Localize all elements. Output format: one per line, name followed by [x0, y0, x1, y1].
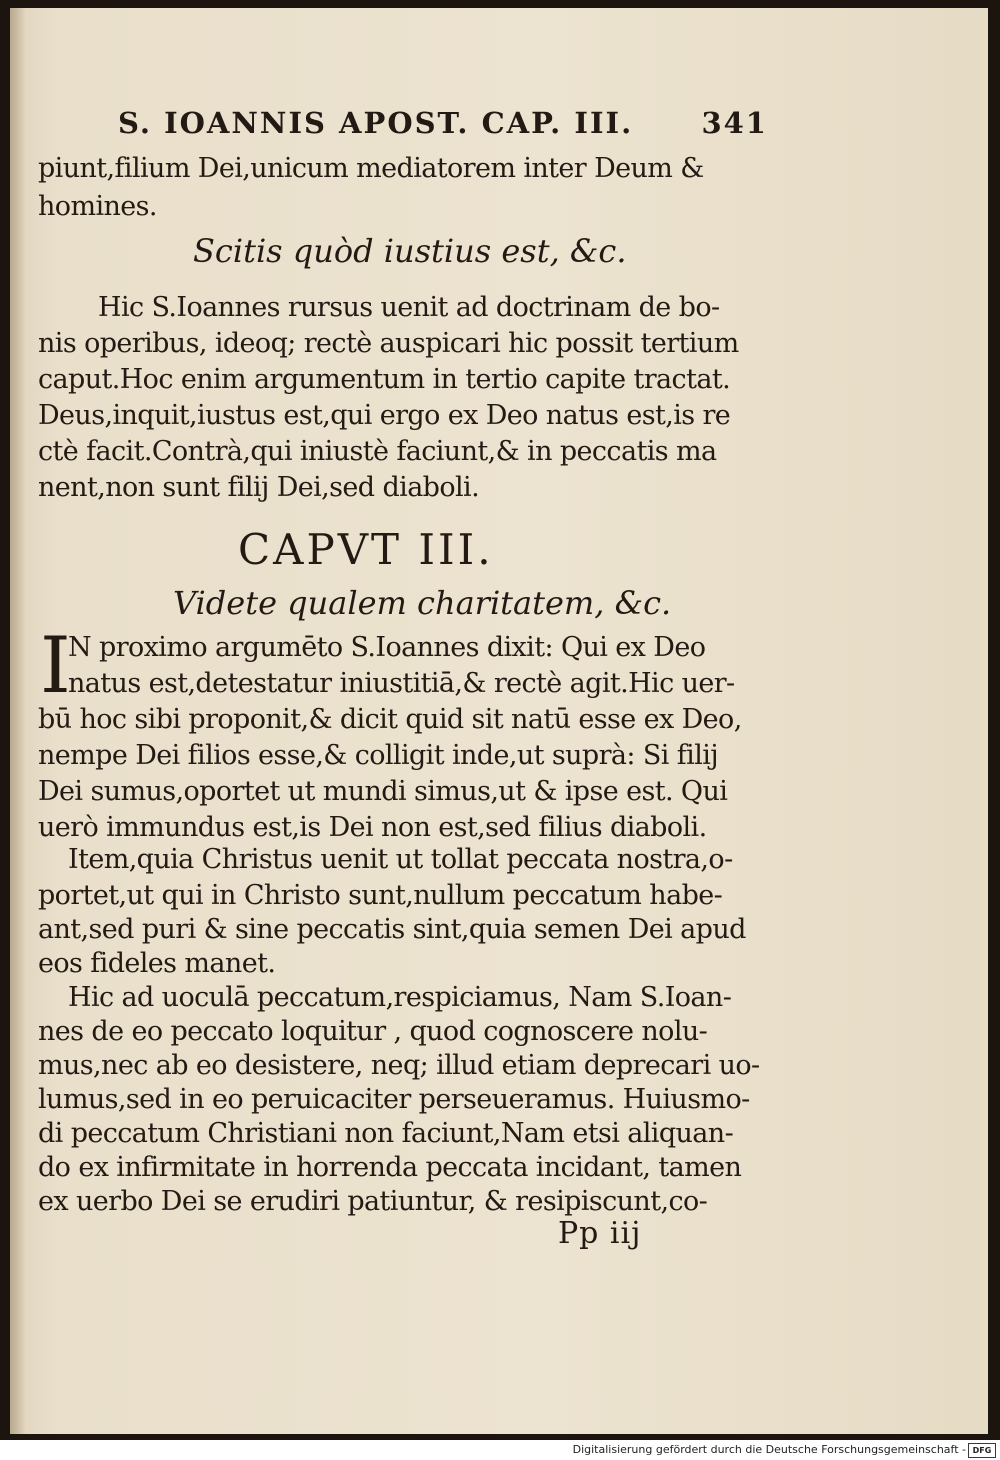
text-line: Deus,inquit,iustus est,qui ergo ex Deo natus est,is re: [38, 400, 731, 431]
drop-cap: I: [40, 621, 71, 711]
text-line: ctè facit.Contrà,qui iniustè faciunt,& in peccatis ma: [38, 436, 717, 467]
running-head-title: S. IOANNIS APOST. CAP. III.: [118, 106, 634, 140]
text-line: do ex infirmitate in horrenda peccata incidant, tamen: [38, 1152, 742, 1183]
chapter-title: CAPVT III.: [238, 525, 494, 574]
text-line: caput.Hoc enim argumentum in tertio capite tractat.: [38, 364, 731, 395]
text-line: Hic ad uoculā peccatum,respiciamus, Nam S.Ioan-: [68, 982, 732, 1013]
text-line: Hic S.Ioannes rursus uenit ad doctrinam de bo-: [98, 292, 720, 323]
text-line: bū hoc sibi proponit,& dicit quid sit natū esse ex Deo,: [38, 704, 742, 735]
dfg-logo-icon: DFG: [968, 1443, 996, 1458]
folio-number: 341: [701, 106, 768, 140]
text-line: uerò immundus est,is Dei non est,sed filius diaboli.: [38, 812, 707, 843]
text-line: nempe Dei filios esse,& colligit inde,ut suprà: Si filij: [38, 740, 719, 771]
signature-mark: Pp iij: [558, 1216, 642, 1251]
lemma-heading: Videte qualem charitatem, &c.: [173, 584, 672, 622]
text-line: eos fideles manet.: [38, 948, 276, 979]
text-line: piunt,filium Dei,unicum mediatorem inter Deum &: [38, 153, 704, 184]
text-line: homines.: [38, 191, 157, 222]
text-line: ex uerbo Dei se erudiri patiuntur, & resipiscunt,co-: [38, 1186, 708, 1217]
lemma-heading: Scitis quòd iustius est, &c.: [193, 232, 627, 270]
text-line: Item,quia Christus uenit ut tollat peccata nostra,o-: [68, 844, 733, 875]
book-page: [10, 8, 988, 1434]
running-head: [118, 106, 768, 140]
text-line: lumus,sed in eo peruicaciter perseueramus. Huiusmo-: [38, 1084, 750, 1115]
text-line: N proximo argumēto S.Ioannes dixit: Qui ex Deo: [68, 632, 706, 663]
text-line: Dei sumus,oportet ut mundi simus,ut & ipse est. Qui: [38, 776, 728, 807]
text-line: nis operibus, ideoq; rectè auspicari hic possit tertium: [38, 328, 739, 359]
text-line: ant,sed puri & sine peccatis sint,quia semen Dei apud: [38, 914, 746, 945]
text-line: portet,ut qui in Christo sunt,nullum peccatum habe-: [38, 880, 723, 911]
page-gutter-shadow: [10, 8, 26, 1434]
text-line: mus,nec ab eo desistere, neq; illud etiam deprecari uo-: [38, 1050, 760, 1081]
text-line: nent,non sunt filij Dei,sed diaboli.: [38, 472, 480, 503]
text-line: nes de eo peccato loquitur , quod cognoscere nolu-: [38, 1016, 708, 1047]
funding-credit: Digitalisierung gefördert durch die Deutsche Forschungsgemeinschaft -: [572, 1443, 966, 1456]
text-line: di peccatum Christiani non faciunt,Nam etsi aliquan-: [38, 1118, 734, 1149]
text-line: natus est,detestatur iniustitiā,& rectè agit.Hic uer-: [68, 668, 735, 699]
footer-bar: [0, 1440, 1000, 1460]
